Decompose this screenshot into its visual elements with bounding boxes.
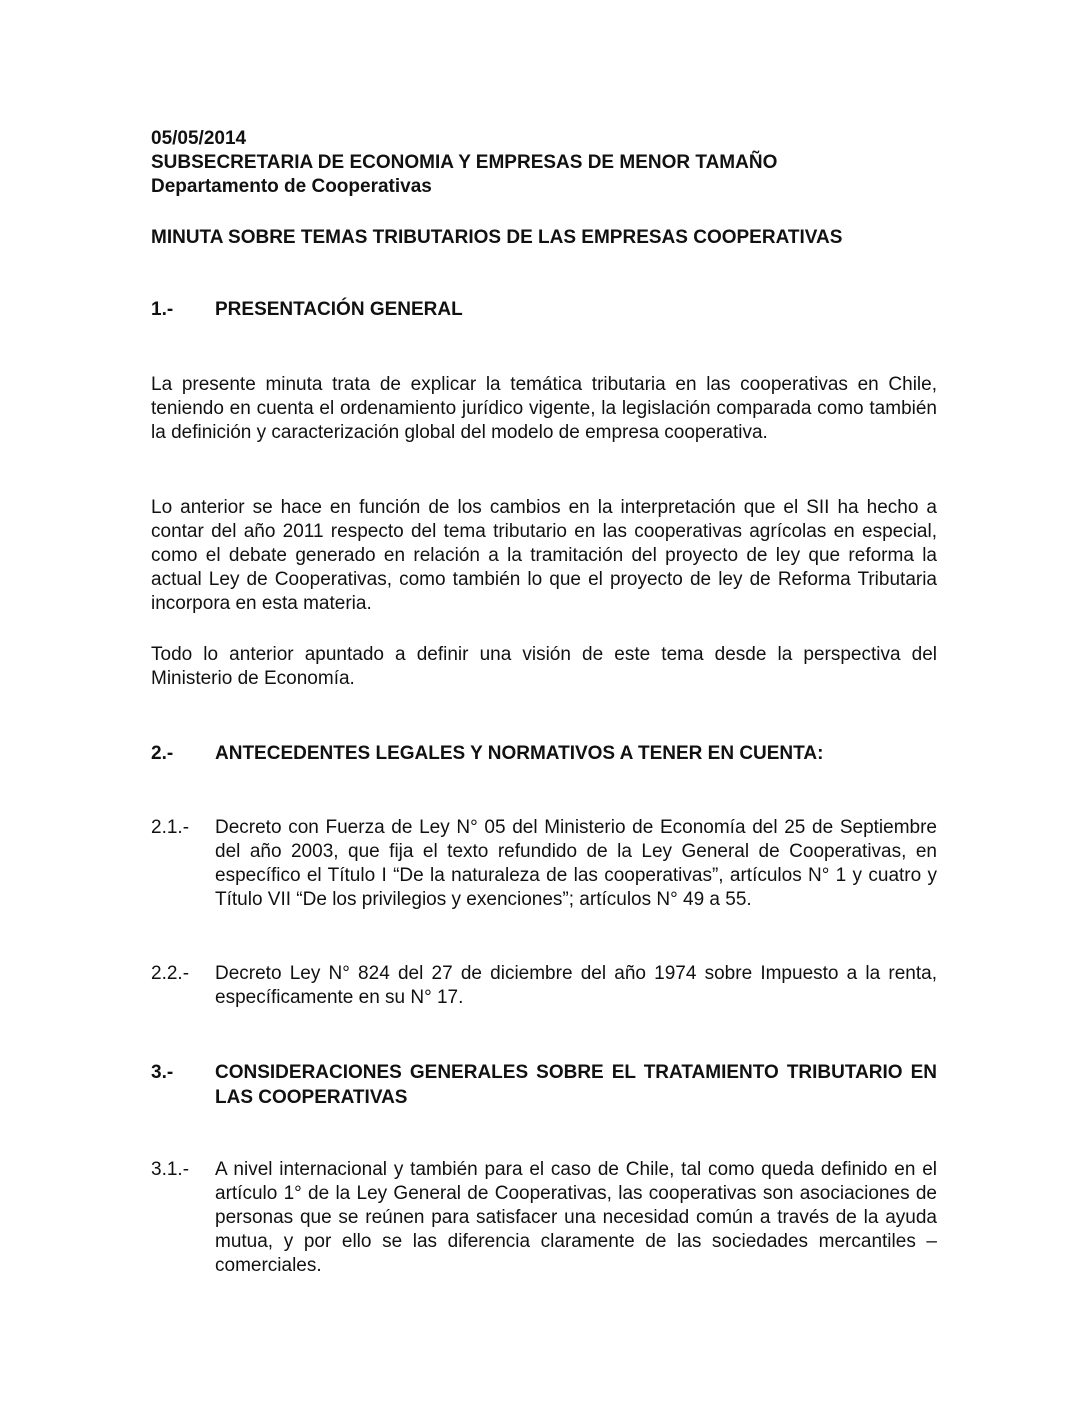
section-2-title: ANTECEDENTES LEGALES Y NORMATIVOS A TENER EN CUENTA: (215, 743, 824, 764)
item-2-1-number: 2.1.- (151, 817, 190, 838)
department-name: Departamento de Cooperativas (151, 176, 432, 197)
section-1-paragraph-3: Todo lo anterior apuntado a definir una visión de este tema desde la perspectiva del Ministerio de Economía. (151, 644, 937, 689)
item-2-1-text: Decreto con Fuerza de Ley N° 05 del Ministerio de Economía del 25 de Septiembre del año 2003, que fija el texto refundido de la Ley General de Cooperativas, en específico el Título I “De la naturaleza de las cooperativas”, artículos N° 1 y cuatro y Título VII “De los privilegios y exenciones”; artículos N° 49 a 55. (215, 817, 937, 910)
document-title: MINUTA SOBRE TEMAS TRIBUTARIOS DE LAS EMPRESAS COOPERATIVAS (151, 227, 843, 248)
item-2-2-text: Decreto Ley N° 824 del 27 de diciembre del año 1974 sobre Impuesto a la renta, específicamente en su N° 17. (215, 963, 937, 1008)
section-1-paragraph-2: Lo anterior se hace en función de los cambios en la interpretación que el SII ha hecho a contar del año 2011 respecto del tema tributario en las cooperativas agrícolas en especial, como el debate generado en relación a la tramitación del proyecto de ley que reforma la actual Ley de Cooperativas, como también lo que el proyecto de ley de Reforma Tributaria incorpora en esta materia. (151, 497, 937, 614)
item-3-1-text: A nivel internacional y también para el caso de Chile, tal como queda definido en el artículo 1° de la Ley General de Cooperativas, las cooperativas son asociaciones de personas que se reúnen para satisfacer una necesidad común a través de la ayuda mutua, y por ello se las diferencia claramente de las sociedades mercantiles – comerciales. (215, 1159, 937, 1276)
agency-name: SUBSECRETARIA DE ECONOMIA Y EMPRESAS DE MENOR TAMAÑO (151, 152, 778, 173)
section-2-number: 2.- (151, 743, 174, 764)
document-date: 05/05/2014 (151, 128, 247, 149)
section-1-title: PRESENTACIÓN GENERAL (215, 299, 463, 320)
item-3-1-number: 3.1.- (151, 1159, 190, 1180)
section-1-paragraph-1: La presente minuta trata de explicar la temática tributaria en las cooperativas en Chile, teniendo en cuenta el ordenamiento jurídico vigente, la legislación comparada como también la definición y caracterización global del modelo de empresa cooperativa. (151, 374, 937, 443)
section-1-number: 1.- (151, 299, 174, 320)
section-3-title: CONSIDERACIONES GENERALES SOBRE EL TRATAMIENTO TRIBUTARIO EN LAS COOPERATIVAS (215, 1062, 937, 1108)
section-3-number: 3.- (151, 1062, 174, 1083)
item-2-2-number: 2.2.- (151, 963, 190, 984)
